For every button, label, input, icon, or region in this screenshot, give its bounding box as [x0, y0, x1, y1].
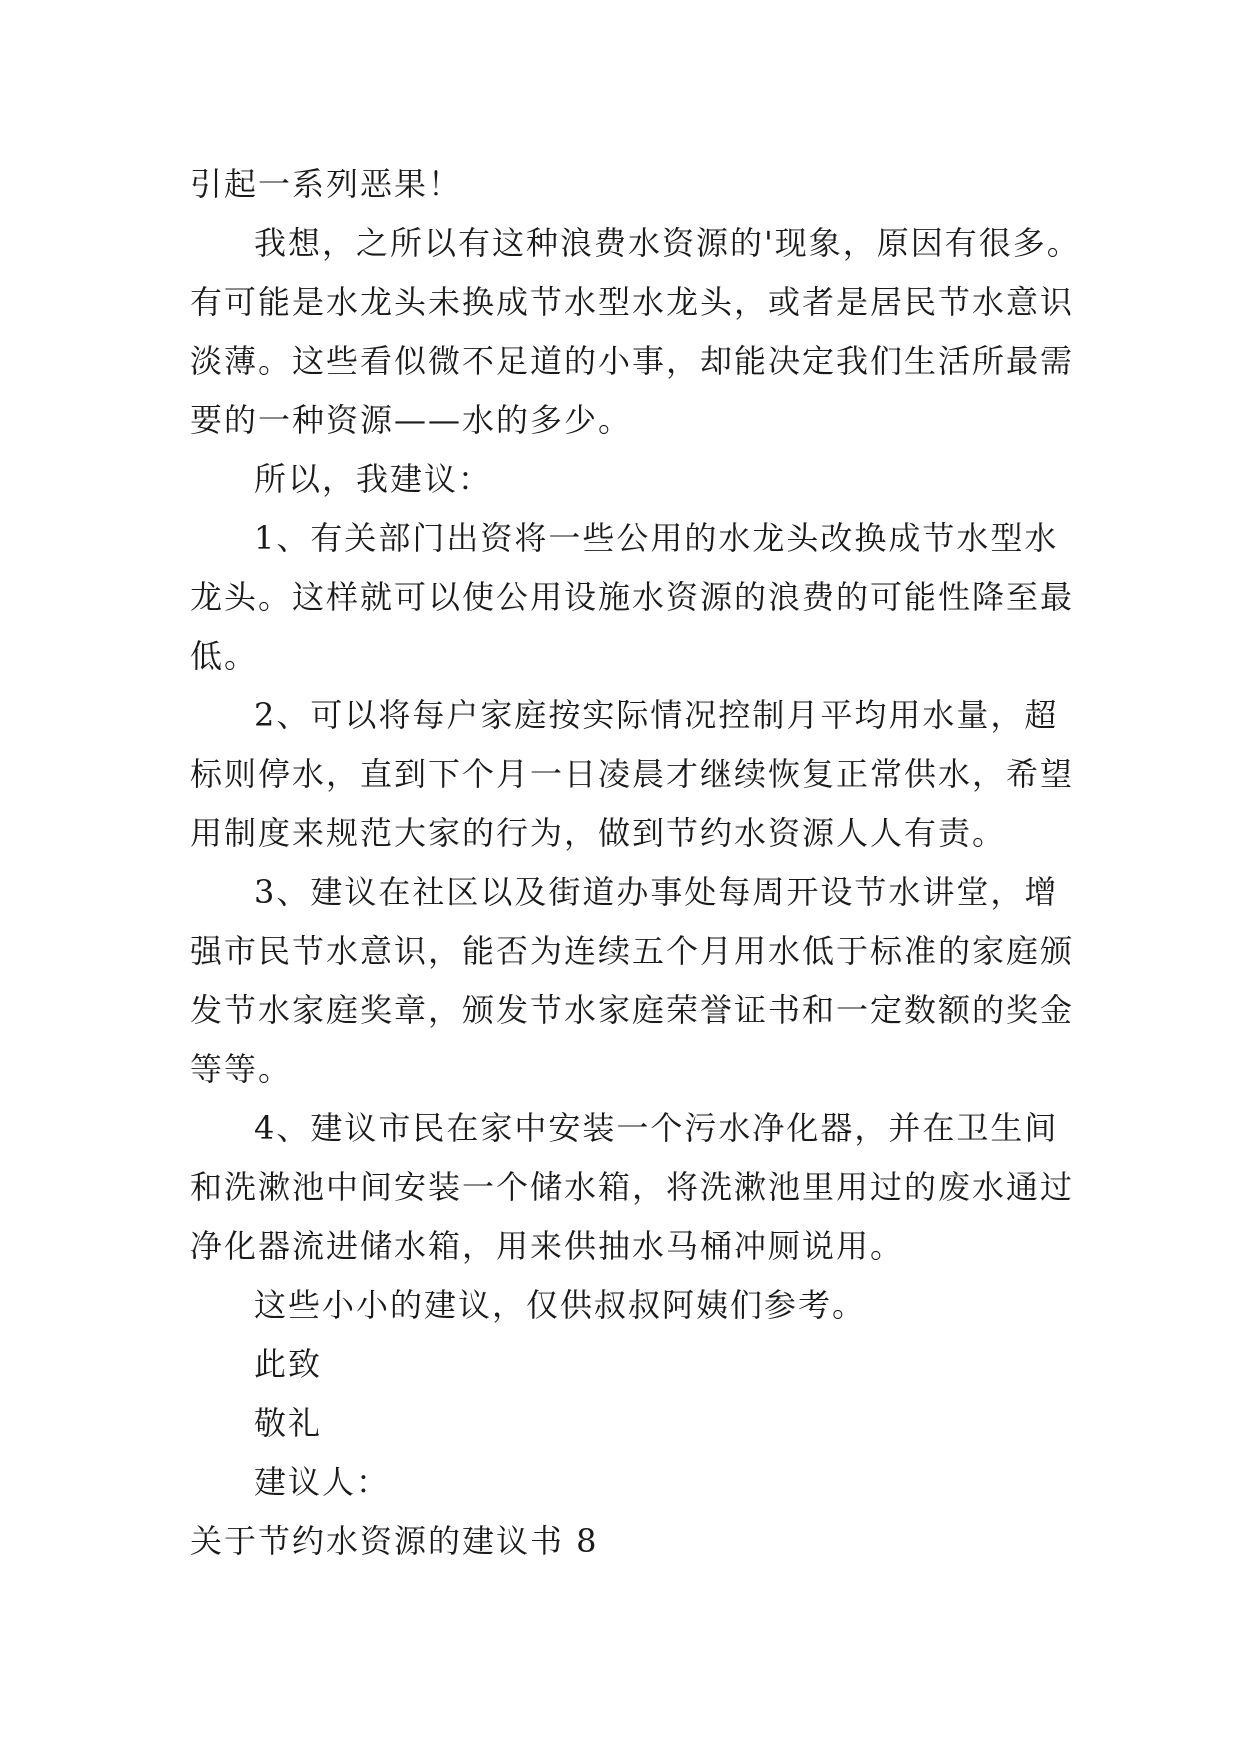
text-line: 用制度来规范大家的行为，做到节约水资源人人有责。 [190, 814, 1007, 852]
text-line: 淡薄。这些看似微不足道的小事，却能决定我们生活所最需 [190, 342, 1075, 380]
text-line: 引起一系列恶果！ [190, 165, 463, 203]
section-heading: 关于节约水资源的建议书 8 [190, 1522, 599, 1560]
text-line: 所以，我建议： [254, 460, 493, 498]
signature-label: 建议人： [254, 1463, 391, 1501]
text-line: 标则停水，直到下个月一日凌晨才继续恢复正常供水，希望 [190, 755, 1075, 793]
text-line: 3、建议在社区以及街道办事处每周开设节水讲堂，增 [254, 873, 1059, 911]
text-line: 有可能是水龙头未换成节水型水龙头，或者是居民节水意识 [190, 283, 1075, 321]
text-line: 这些小小的建议，仅供叔叔阿姨们参考。 [254, 1286, 867, 1324]
document-body [190, 155, 1081, 1571]
text-line: 强市民节水意识，能否为连续五个月用水低于标准的家庭颁 [190, 932, 1075, 970]
text-line: 净化器流进储水箱，用来供抽水马桶冲厕说用。 [190, 1227, 905, 1265]
text-line: 低。 [190, 637, 259, 675]
text-line: 和洗漱池中间安装一个储水箱，将洗漱池里用过的废水通过 [190, 1168, 1075, 1206]
text-line: 等等。 [190, 1050, 293, 1088]
closing-salutation: 此致 [254, 1345, 323, 1383]
text-line: 我想，之所以有这种浪费水资源的'现象，原因有很多。 [254, 224, 1081, 262]
text-line: 1、有关部门出资将一些公用的水龙头改换成节水型水 [254, 519, 1059, 557]
text-line: 发节水家庭奖章，颁发节水家庭荣誉证书和一定数额的奖金 [190, 991, 1075, 1029]
text-line: 4、建议市民在家中安装一个污水净化器，并在卫生间 [254, 1109, 1059, 1147]
text-line: 龙头。这样就可以使公用设施水资源的浪费的可能性降至最 [190, 578, 1075, 616]
closing-regards: 敬礼 [254, 1404, 323, 1442]
text-line: 2、可以将每户家庭按实际情况控制月平均用水量，超 [254, 696, 1059, 734]
text-line: 要的一种资源——水的多少。 [190, 401, 633, 439]
